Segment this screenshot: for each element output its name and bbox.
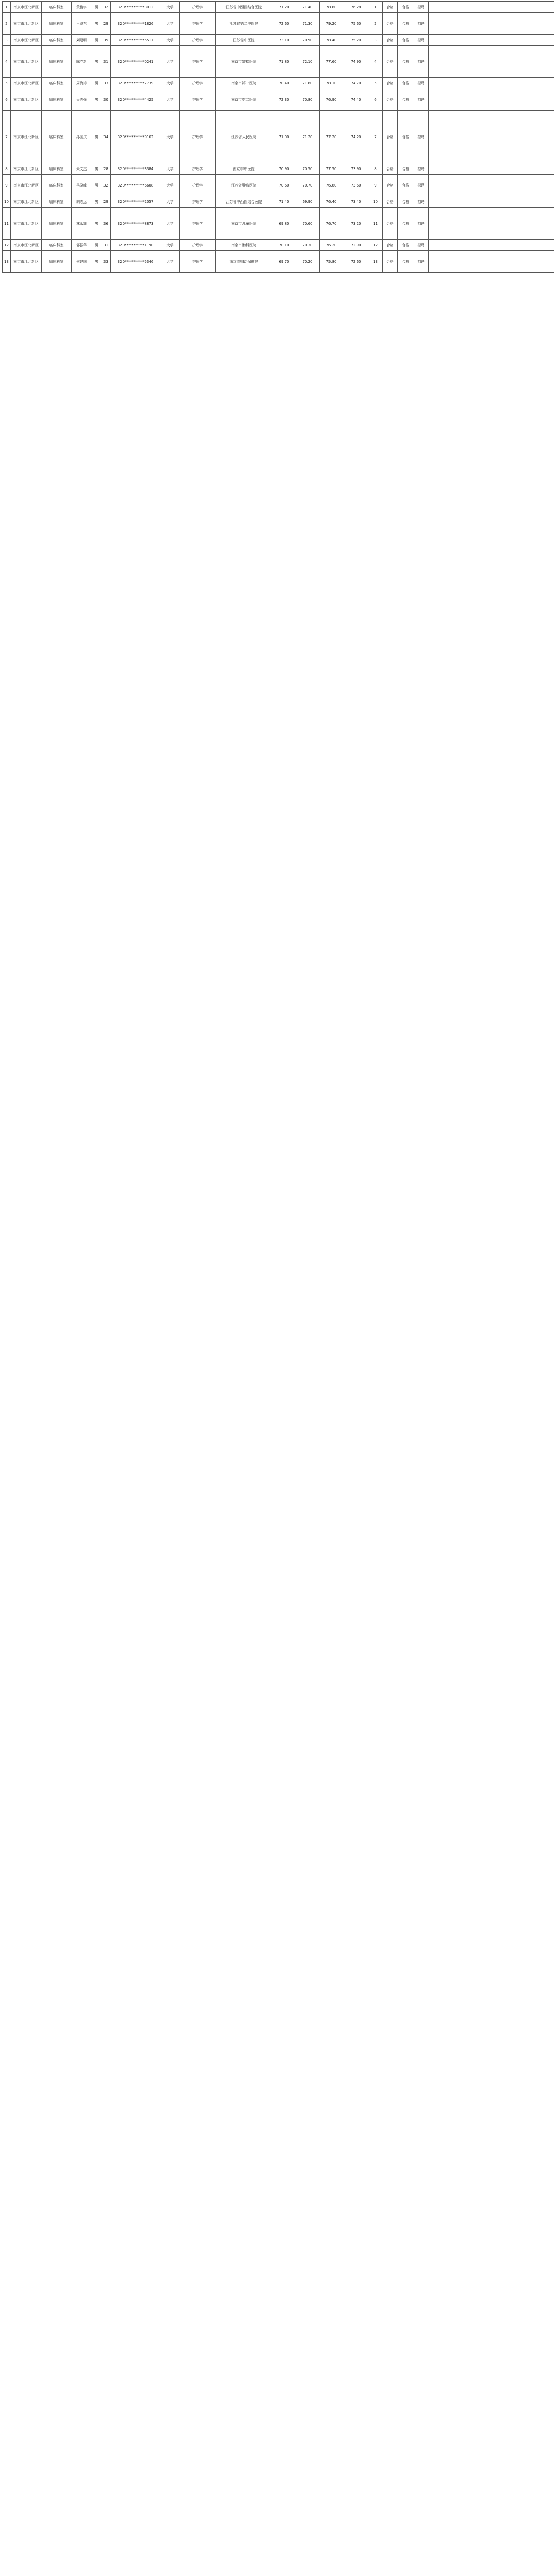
cell-id: 320***********9162	[111, 111, 161, 163]
cell-work: 南京市第一医院	[216, 78, 272, 89]
cell-major: 护理学	[180, 13, 216, 35]
cell-c1: 合格	[383, 251, 398, 273]
cell-post: 临床科室	[42, 208, 72, 240]
table-row	[3, 208, 554, 240]
cell-s1: 69.80	[272, 208, 296, 240]
cell-note	[429, 163, 554, 175]
cell-rank: 2	[369, 13, 383, 35]
cell-rank: 12	[369, 240, 383, 251]
cell-s1: 73.10	[272, 35, 296, 46]
cell-age: 35	[101, 35, 111, 46]
cell-rank: 10	[369, 196, 383, 208]
cell-s2: 72.10	[296, 46, 320, 78]
cell-s3: 76.40	[320, 196, 343, 208]
cell-work: 南京市第二医院	[216, 89, 272, 111]
cell-unit: 南京市江北新区	[11, 251, 42, 273]
table-row	[3, 175, 554, 196]
cell-age: 32	[101, 175, 111, 196]
cell-n: 11	[3, 208, 11, 240]
cell-c2: 合格	[398, 208, 413, 240]
cell-rank: 5	[369, 78, 383, 89]
roster-body	[3, 2, 554, 273]
cell-s3: 77.20	[320, 111, 343, 163]
cell-edu: 大学	[161, 251, 180, 273]
cell-post: 临床科室	[42, 2, 72, 13]
cell-s3: 76.20	[320, 240, 343, 251]
cell-s4: 73.90	[343, 163, 369, 175]
cell-post: 临床科室	[42, 13, 72, 35]
cell-s1: 70.90	[272, 163, 296, 175]
cell-s2: 71.40	[296, 2, 320, 13]
cell-c3: 拟聘	[413, 2, 429, 13]
cell-s2: 70.30	[296, 240, 320, 251]
cell-s3: 78.40	[320, 35, 343, 46]
cell-c1: 合格	[383, 35, 398, 46]
cell-post: 临床科室	[42, 251, 72, 273]
cell-n: 7	[3, 111, 11, 163]
cell-c3: 拟聘	[413, 208, 429, 240]
cell-n: 2	[3, 13, 11, 35]
cell-s1: 72.30	[272, 89, 296, 111]
cell-name: 马晓峰	[72, 175, 92, 196]
cell-s4: 72.90	[343, 240, 369, 251]
cell-post: 临床科室	[42, 163, 72, 175]
cell-name: 吴志强	[72, 89, 92, 111]
cell-post: 临床科室	[42, 46, 72, 78]
cell-rank: 7	[369, 111, 383, 163]
cell-major: 护理学	[180, 163, 216, 175]
cell-edu: 大学	[161, 78, 180, 89]
cell-unit: 南京市江北新区	[11, 196, 42, 208]
cell-s1: 72.60	[272, 13, 296, 35]
cell-c3: 拟聘	[413, 196, 429, 208]
cell-id: 320***********5346	[111, 251, 161, 273]
cell-work: 南京市胸科医院	[216, 240, 272, 251]
cell-unit: 南京市江北新区	[11, 175, 42, 196]
cell-unit: 南京市江北新区	[11, 78, 42, 89]
cell-age: 34	[101, 111, 111, 163]
roster-table	[2, 1, 554, 273]
cell-s3: 76.70	[320, 208, 343, 240]
cell-c1: 合格	[383, 240, 398, 251]
cell-rank: 6	[369, 89, 383, 111]
cell-c3: 拟聘	[413, 111, 429, 163]
cell-rank: 8	[369, 163, 383, 175]
cell-unit: 南京市江北新区	[11, 46, 42, 78]
cell-gen: 男	[92, 111, 101, 163]
cell-major: 护理学	[180, 175, 216, 196]
cell-s3: 76.90	[320, 89, 343, 111]
cell-n: 12	[3, 240, 11, 251]
cell-gen: 男	[92, 89, 101, 111]
cell-s4: 74.70	[343, 78, 369, 89]
cell-c2: 合格	[398, 240, 413, 251]
cell-s4: 74.90	[343, 46, 369, 78]
cell-age: 36	[101, 208, 111, 240]
cell-s3: 77.60	[320, 46, 343, 78]
cell-c3: 拟聘	[413, 89, 429, 111]
cell-c1: 合格	[383, 89, 398, 111]
cell-work: 南京市儿童医院	[216, 208, 272, 240]
cell-work: 南京市鼓楼医院	[216, 46, 272, 78]
cell-s4: 73.60	[343, 175, 369, 196]
cell-unit: 南京市江北新区	[11, 240, 42, 251]
cell-gen: 男	[92, 13, 101, 35]
cell-c2: 合格	[398, 163, 413, 175]
cell-note	[429, 78, 554, 89]
cell-c1: 合格	[383, 111, 398, 163]
cell-work: 江苏省中西医结合医院	[216, 196, 272, 208]
cell-post: 临床科室	[42, 78, 72, 89]
cell-id: 320***********4425	[111, 89, 161, 111]
cell-c2: 合格	[398, 89, 413, 111]
cell-s3: 79.20	[320, 13, 343, 35]
cell-n: 3	[3, 35, 11, 46]
cell-c1: 合格	[383, 196, 398, 208]
cell-c2: 合格	[398, 111, 413, 163]
cell-c2: 合格	[398, 251, 413, 273]
cell-c3: 拟聘	[413, 240, 429, 251]
cell-rank: 13	[369, 251, 383, 273]
cell-c2: 合格	[398, 175, 413, 196]
cell-gen: 男	[92, 175, 101, 196]
cell-work: 江苏省人民医院	[216, 111, 272, 163]
cell-edu: 大学	[161, 111, 180, 163]
cell-s2: 70.70	[296, 175, 320, 196]
cell-c2: 合格	[398, 13, 413, 35]
cell-s4: 75.60	[343, 13, 369, 35]
cell-s1: 71.20	[272, 2, 296, 13]
cell-s4: 72.60	[343, 251, 369, 273]
cell-s3: 76.80	[320, 175, 343, 196]
cell-work: 江苏省第二中医院	[216, 13, 272, 35]
cell-name: 郭振华	[72, 240, 92, 251]
cell-s1: 71.00	[272, 111, 296, 163]
cell-id: 320***********3384	[111, 163, 161, 175]
cell-c2: 合格	[398, 2, 413, 13]
cell-note	[429, 35, 554, 46]
cell-id: 320***********7739	[111, 78, 161, 89]
cell-n: 4	[3, 46, 11, 78]
cell-c3: 拟聘	[413, 175, 429, 196]
cell-s4: 75.20	[343, 35, 369, 46]
cell-s2: 70.50	[296, 163, 320, 175]
cell-note	[429, 240, 554, 251]
cell-age: 31	[101, 240, 111, 251]
cell-major: 护理学	[180, 46, 216, 78]
cell-c3: 拟聘	[413, 13, 429, 35]
cell-age: 29	[101, 196, 111, 208]
cell-edu: 大学	[161, 208, 180, 240]
cell-note	[429, 208, 554, 240]
cell-gen: 男	[92, 240, 101, 251]
cell-name: 朱文杰	[72, 163, 92, 175]
cell-unit: 南京市江北新区	[11, 89, 42, 111]
cell-s2: 70.60	[296, 208, 320, 240]
cell-s3: 78.10	[320, 78, 343, 89]
cell-name: 陈立新	[72, 46, 92, 78]
cell-edu: 大学	[161, 175, 180, 196]
cell-gen: 男	[92, 208, 101, 240]
cell-s4: 74.20	[343, 111, 369, 163]
cell-edu: 大学	[161, 163, 180, 175]
table-row	[3, 163, 554, 175]
cell-c3: 拟聘	[413, 163, 429, 175]
cell-edu: 大学	[161, 196, 180, 208]
cell-s3: 78.80	[320, 2, 343, 13]
cell-c1: 合格	[383, 208, 398, 240]
cell-id: 320***********1190	[111, 240, 161, 251]
table-row	[3, 13, 554, 35]
cell-gen: 男	[92, 163, 101, 175]
cell-c2: 合格	[398, 196, 413, 208]
cell-n: 10	[3, 196, 11, 208]
cell-c1: 合格	[383, 163, 398, 175]
cell-note	[429, 13, 554, 35]
cell-gen: 男	[92, 78, 101, 89]
cell-edu: 大学	[161, 46, 180, 78]
cell-major: 护理学	[180, 78, 216, 89]
cell-work: 南京市妇幼保健院	[216, 251, 272, 273]
cell-name: 王晓东	[72, 13, 92, 35]
cell-n: 13	[3, 251, 11, 273]
cell-s4: 73.20	[343, 208, 369, 240]
cell-age: 33	[101, 251, 111, 273]
cell-work: 江苏省肿瘤医院	[216, 175, 272, 196]
cell-c2: 合格	[398, 46, 413, 78]
cell-work: 江苏省中医院	[216, 35, 272, 46]
cell-rank: 9	[369, 175, 383, 196]
cell-s2: 70.80	[296, 89, 320, 111]
cell-s2: 70.20	[296, 251, 320, 273]
cell-rank: 11	[369, 208, 383, 240]
cell-s4: 76.28	[343, 2, 369, 13]
cell-rank: 1	[369, 2, 383, 13]
cell-id: 320***********1826	[111, 13, 161, 35]
cell-s1: 71.40	[272, 196, 296, 208]
cell-unit: 南京市江北新区	[11, 111, 42, 163]
cell-c1: 合格	[383, 46, 398, 78]
cell-gen: 男	[92, 35, 101, 46]
cell-edu: 大学	[161, 35, 180, 46]
cell-age: 28	[101, 163, 111, 175]
cell-post: 临床科室	[42, 175, 72, 196]
cell-post: 临床科室	[42, 196, 72, 208]
cell-s1: 69.70	[272, 251, 296, 273]
table-row	[3, 111, 554, 163]
cell-id: 320***********6608	[111, 175, 161, 196]
cell-post: 临床科室	[42, 35, 72, 46]
cell-c3: 拟聘	[413, 251, 429, 273]
cell-edu: 大学	[161, 13, 180, 35]
cell-name: 胡志远	[72, 196, 92, 208]
cell-id: 320***********2057	[111, 196, 161, 208]
cell-s2: 71.60	[296, 78, 320, 89]
cell-age: 32	[101, 2, 111, 13]
cell-s1: 70.10	[272, 240, 296, 251]
cell-c3: 拟聘	[413, 78, 429, 89]
cell-n: 6	[3, 89, 11, 111]
cell-s2: 70.90	[296, 35, 320, 46]
table-row	[3, 240, 554, 251]
cell-c1: 合格	[383, 2, 398, 13]
cell-work: 江苏省中西医结合医院	[216, 2, 272, 13]
cell-gen: 男	[92, 251, 101, 273]
cell-n: 8	[3, 163, 11, 175]
cell-name: 何建国	[72, 251, 92, 273]
cell-gen: 男	[92, 2, 101, 13]
table-row	[3, 78, 554, 89]
cell-unit: 南京市江北新区	[11, 35, 42, 46]
cell-name: 孙国庆	[72, 111, 92, 163]
cell-name: 林永辉	[72, 208, 92, 240]
cell-s1: 70.40	[272, 78, 296, 89]
cell-post: 临床科室	[42, 89, 72, 111]
cell-gen: 男	[92, 196, 101, 208]
cell-note	[429, 2, 554, 13]
cell-s2: 69.90	[296, 196, 320, 208]
table-row	[3, 196, 554, 208]
cell-note	[429, 251, 554, 273]
cell-s2: 71.20	[296, 111, 320, 163]
cell-unit: 南京市江北新区	[11, 2, 42, 13]
cell-edu: 大学	[161, 2, 180, 13]
cell-id: 320***********3012	[111, 2, 161, 13]
cell-major: 护理学	[180, 240, 216, 251]
cell-major: 护理学	[180, 2, 216, 13]
cell-post: 临床科室	[42, 240, 72, 251]
cell-s2: 71.30	[296, 13, 320, 35]
cell-name: 刘建明	[72, 35, 92, 46]
cell-n: 9	[3, 175, 11, 196]
cell-n: 5	[3, 78, 11, 89]
cell-major: 护理学	[180, 251, 216, 273]
cell-rank: 3	[369, 35, 383, 46]
cell-major: 护理学	[180, 111, 216, 163]
cell-id: 320***********8873	[111, 208, 161, 240]
cell-id: 320***********5517	[111, 35, 161, 46]
cell-age: 30	[101, 89, 111, 111]
cell-name: 黄俊宇	[72, 2, 92, 13]
cell-note	[429, 89, 554, 111]
cell-c1: 合格	[383, 13, 398, 35]
cell-c2: 合格	[398, 78, 413, 89]
cell-c3: 拟聘	[413, 35, 429, 46]
cell-age: 31	[101, 46, 111, 78]
cell-major: 护理学	[180, 35, 216, 46]
cell-age: 33	[101, 78, 111, 89]
cell-age: 29	[101, 13, 111, 35]
cell-major: 护理学	[180, 196, 216, 208]
cell-unit: 南京市江北新区	[11, 208, 42, 240]
cell-s1: 71.80	[272, 46, 296, 78]
cell-s4: 74.40	[343, 89, 369, 111]
cell-unit: 南京市江北新区	[11, 13, 42, 35]
table-row	[3, 89, 554, 111]
cell-work: 南京市中医院	[216, 163, 272, 175]
table-row	[3, 251, 554, 273]
cell-major: 护理学	[180, 89, 216, 111]
cell-c2: 合格	[398, 35, 413, 46]
cell-note	[429, 46, 554, 78]
cell-post: 临床科室	[42, 111, 72, 163]
cell-s4: 73.40	[343, 196, 369, 208]
table-row	[3, 46, 554, 78]
table-row	[3, 2, 554, 13]
cell-s3: 75.80	[320, 251, 343, 273]
cell-rank: 4	[369, 46, 383, 78]
cell-s3: 77.50	[320, 163, 343, 175]
cell-n: 1	[3, 2, 11, 13]
cell-c1: 合格	[383, 78, 398, 89]
cell-major: 护理学	[180, 208, 216, 240]
cell-c3: 拟聘	[413, 46, 429, 78]
cell-c1: 合格	[383, 175, 398, 196]
cell-note	[429, 175, 554, 196]
table-row	[3, 35, 554, 46]
cell-note	[429, 111, 554, 163]
cell-id: 320***********0241	[111, 46, 161, 78]
cell-gen: 男	[92, 46, 101, 78]
cell-note	[429, 196, 554, 208]
cell-unit: 南京市江北新区	[11, 163, 42, 175]
cell-s1: 70.60	[272, 175, 296, 196]
cell-name: 周海涛	[72, 78, 92, 89]
cell-edu: 大学	[161, 89, 180, 111]
cell-edu: 大学	[161, 240, 180, 251]
